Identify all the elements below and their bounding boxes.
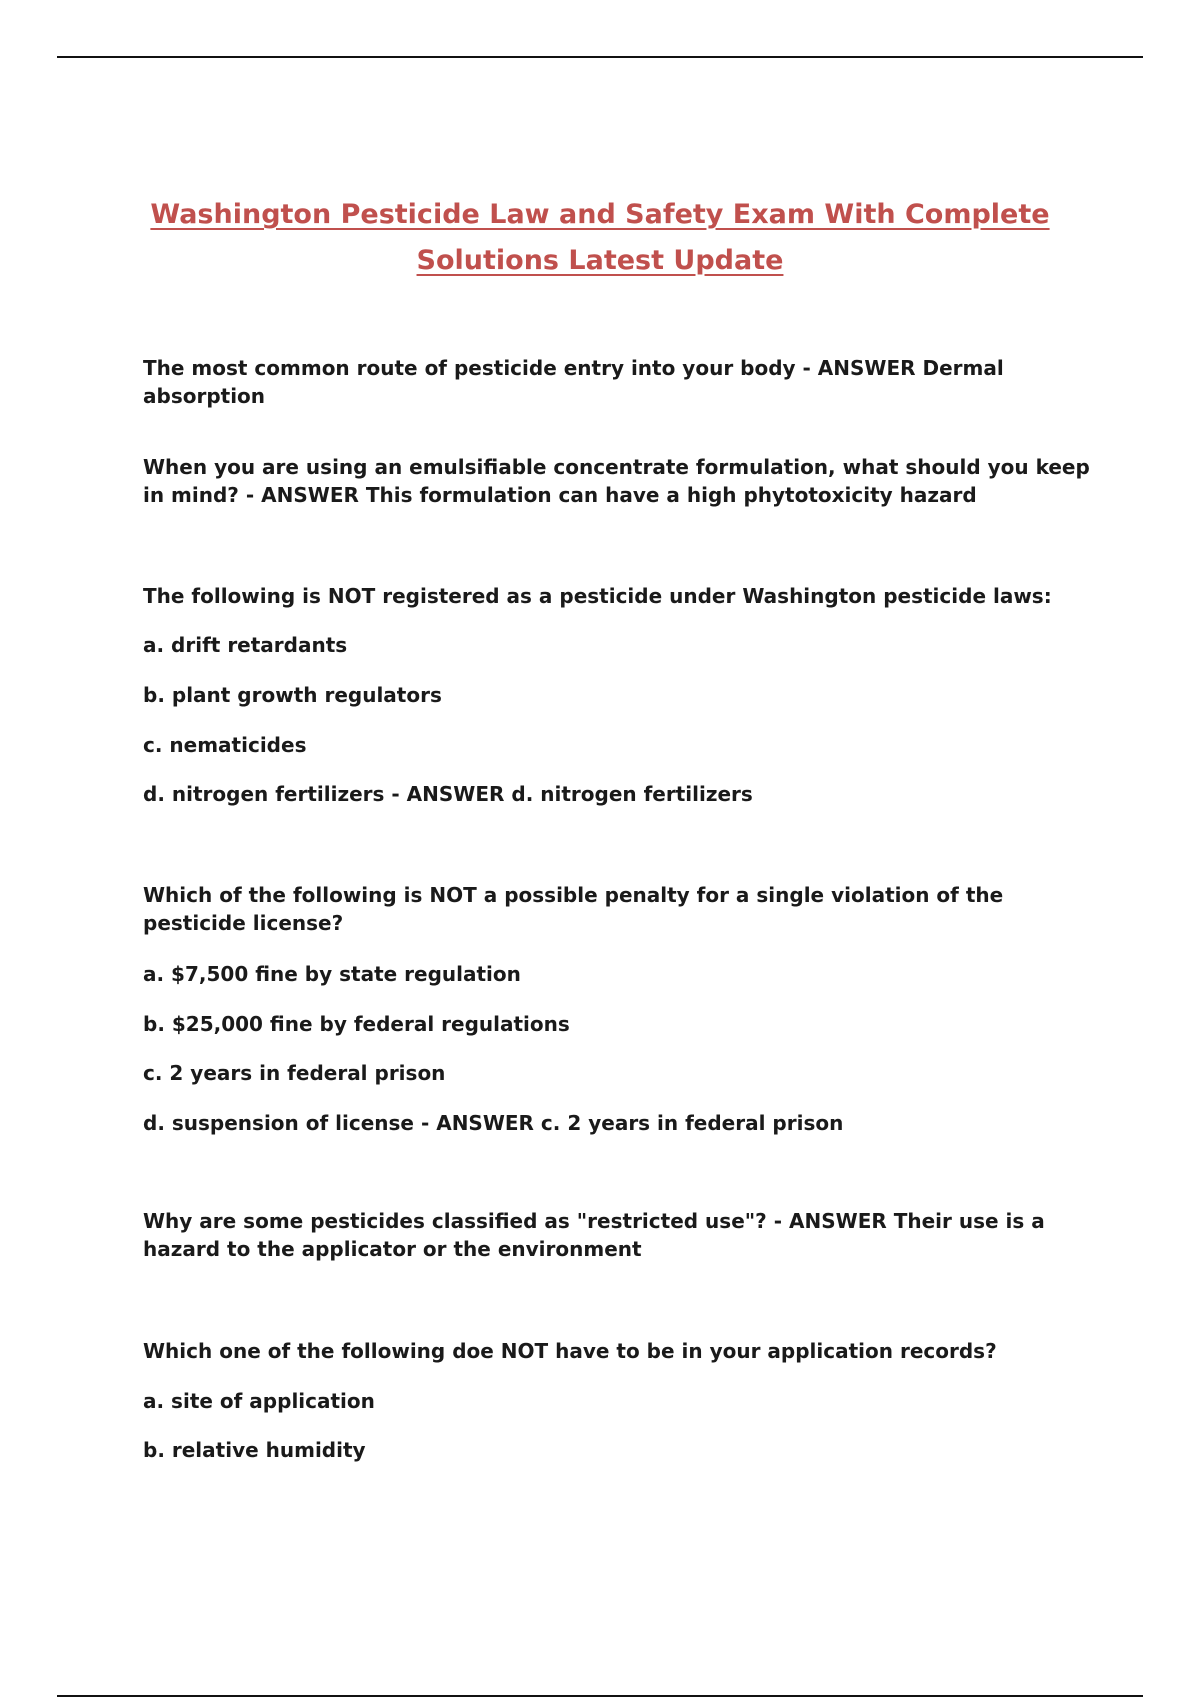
question-6-option-a: a. site of application (143, 1389, 375, 1413)
question-3-option-c: c. nematicides (143, 733, 307, 757)
document-title (100, 192, 1100, 284)
question-3: The following is NOT registered as a pesticide under Washington pesticide laws: (143, 584, 1052, 608)
question-3-option-d: d. nitrogen fertilizers - ANSWER d. nitrogen fertilizers (143, 782, 753, 806)
question-4-option-a: a. $7,500 fine by state regulation (143, 962, 521, 986)
question-3-option-a: a. drift retardants (143, 633, 348, 657)
question-4-option-c: c. 2 years in federal prison (143, 1061, 446, 1085)
question-6: Which one of the following doe NOT have to be in your application records? (143, 1339, 997, 1363)
question-3-option-b: b. plant growth regulators (143, 683, 442, 707)
title-line-1: Washington Pesticide Law and Safety Exam With Complete (150, 199, 1050, 230)
question-4-option-d: d. suspension of license - ANSWER c. 2 years in federal prison (143, 1111, 844, 1135)
title-line-2: Solutions Latest Update (416, 245, 784, 276)
question-5: Why are some pesticides classified as "restricted use"? - ANSWER Their use is a hazard to the applicator or the environment (143, 1209, 1045, 1261)
question-2: When you are using an emulsifiable concentrate formulation, what should you keep in mind? - ANSWER This formulation can have a high phytotoxicity hazard (143, 455, 1090, 507)
question-4: Which of the following is NOT a possible penalty for a single violation of the pesticide license? (143, 883, 1004, 935)
footer-rule (57, 1695, 1143, 1697)
header-rule (57, 56, 1143, 58)
question-6-option-b: b. relative humidity (143, 1438, 366, 1462)
question-1: The most common route of pesticide entry into your body - ANSWER Dermal absorption (143, 356, 1004, 408)
question-4-option-b: b. $25,000 fine by federal regulations (143, 1012, 570, 1036)
